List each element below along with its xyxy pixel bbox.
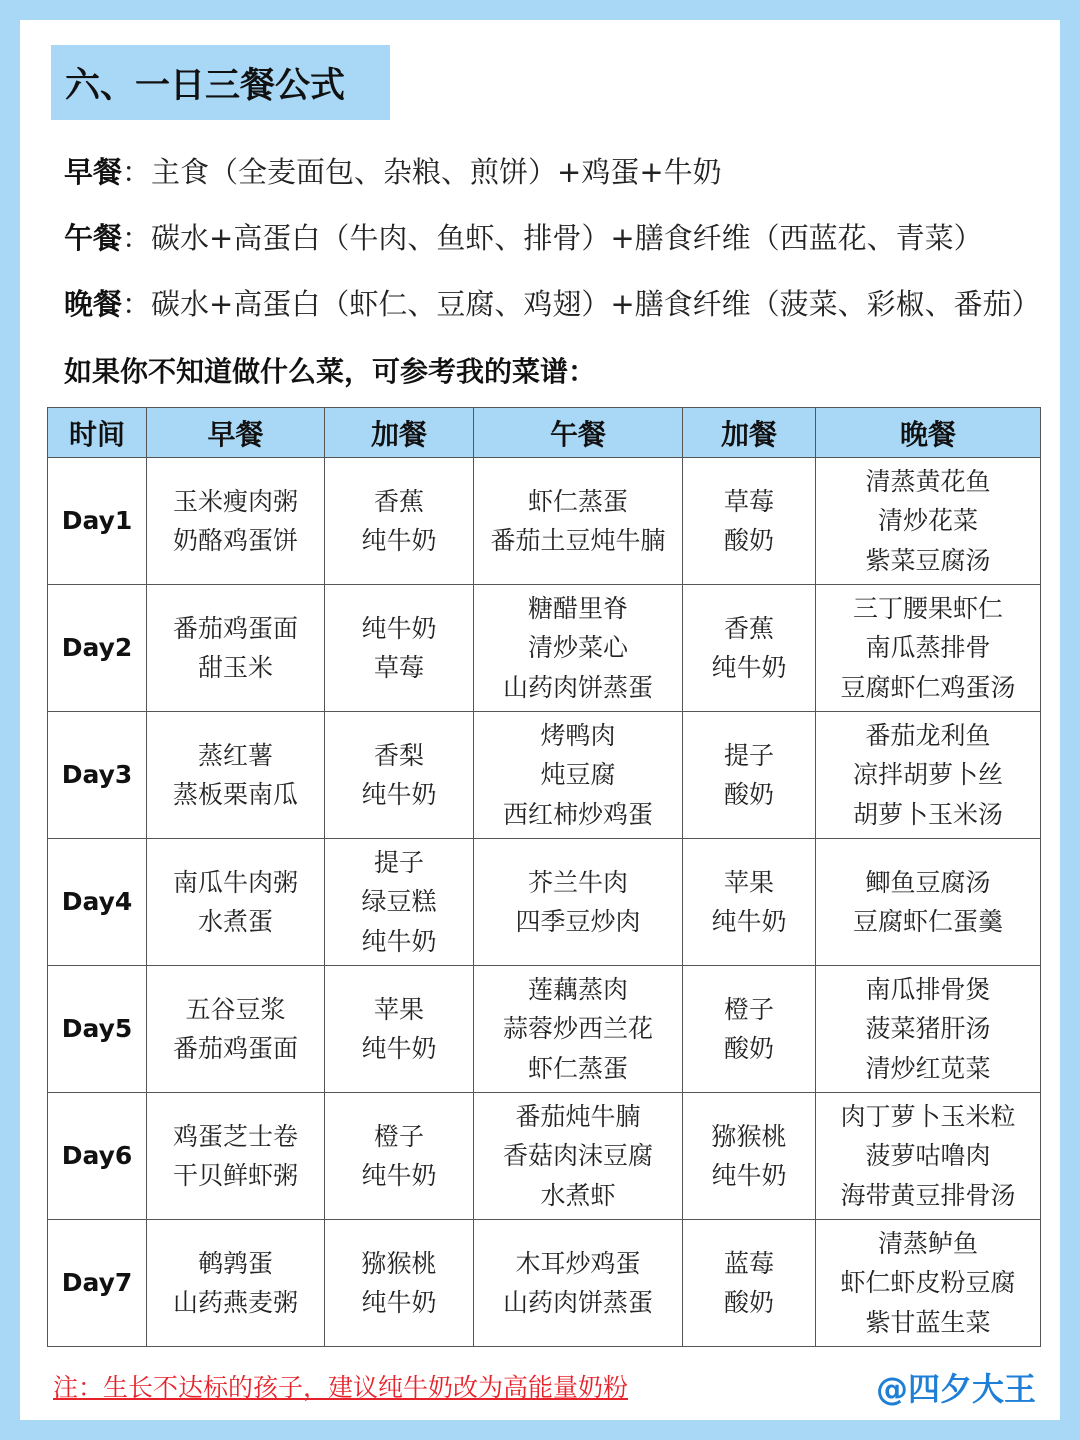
dish-item: 南瓜排骨煲 — [865, 974, 991, 1004]
lunch-cell — [474, 1220, 683, 1347]
table-header-row — [48, 408, 1041, 458]
dish-item: 虾仁蒸蛋 — [527, 486, 628, 516]
breakfast-cell — [147, 839, 325, 966]
lunch-formula — [64, 216, 983, 257]
section-title: 六、一日三餐公式 — [51, 45, 390, 120]
breakfast-label: 早餐 — [64, 155, 123, 189]
snack-afternoon-cell — [683, 585, 816, 712]
dish-item: 橙子 — [723, 994, 774, 1024]
lunch-cell — [474, 1093, 683, 1220]
dinner-cell — [816, 712, 1041, 839]
day-cell: Day3 — [48, 712, 147, 839]
dish-item: 提子 — [373, 847, 424, 877]
dish-item: 水煮虾 — [540, 1180, 616, 1210]
dish-item: 猕猴桃 — [711, 1121, 787, 1151]
dish-item: 香蕉 — [723, 613, 774, 643]
dish-item: 鹌鹑蛋 — [197, 1248, 273, 1278]
snack-morning-cell — [325, 839, 474, 966]
dish-item: 香蕉 — [373, 486, 424, 516]
dish-item: 菠萝咕噜肉 — [865, 1141, 991, 1171]
dish-item: 清炒红苋菜 — [865, 1053, 991, 1083]
dish-item: 番茄土豆炖牛腩 — [490, 526, 666, 555]
header-snack-morning: 加餐 — [325, 408, 474, 458]
dish-item: 蓝莓 — [723, 1248, 774, 1278]
breakfast-sep: ： — [122, 155, 152, 189]
dish-item: 酸奶 — [723, 780, 774, 809]
dish-item: 南瓜蒸排骨 — [865, 633, 991, 663]
table-row — [48, 585, 1041, 712]
day-cell: Day6 — [48, 1093, 147, 1220]
dish-item: 纯牛奶 — [361, 1288, 437, 1317]
footnote: 注：生长不达标的孩子，建议纯牛奶改为高能量奶粉 — [53, 1373, 629, 1402]
dish-item: 清炒菜心 — [527, 633, 628, 663]
day-cell: Day1 — [48, 458, 147, 585]
dish-item: 豆腐虾仁鸡蛋汤 — [840, 672, 1016, 702]
dish-item: 清蒸黄花鱼 — [865, 466, 991, 496]
dinner-sep: ： — [122, 287, 152, 321]
dish-item: 水煮蛋 — [197, 907, 273, 936]
dish-item: 绿豆糕 — [361, 887, 437, 917]
snack-morning-cell — [325, 966, 474, 1093]
dish-item: 炖豆腐 — [540, 760, 616, 790]
dish-item: 五谷豆浆 — [185, 994, 286, 1024]
snack-morning-cell — [325, 1220, 474, 1347]
breakfast-cell — [147, 966, 325, 1093]
dish-item: 草莓 — [373, 653, 424, 682]
dish-item: 香菇肉沫豆腐 — [502, 1141, 653, 1171]
dish-item: 鸡蛋芝士卷 — [172, 1121, 298, 1151]
dish-item: 纯牛奶 — [361, 526, 437, 555]
dinner-cell — [816, 839, 1041, 966]
table-row — [48, 458, 1041, 585]
dish-item: 番茄龙利鱼 — [865, 720, 991, 750]
dish-item: 蒸板栗南瓜 — [172, 780, 298, 809]
dish-item: 蒸红薯 — [197, 740, 273, 770]
dinner-text: 碳水+高蛋白（虾仁、豆腐、鸡翅）+膳食纤维（菠菜、彩椒、番茄） — [151, 287, 1041, 321]
dish-item: 莲藕蒸肉 — [527, 974, 628, 1004]
dish-item: 纯牛奶 — [361, 1161, 437, 1190]
header-time: 时间 — [48, 408, 147, 458]
dish-item: 纯牛奶 — [361, 926, 437, 956]
breakfast-cell — [147, 585, 325, 712]
dish-item: 四季豆炒肉 — [515, 907, 641, 936]
dish-item: 菠菜猪肝汤 — [865, 1014, 991, 1044]
table-row — [48, 1220, 1041, 1347]
dish-item: 肉丁萝卜玉米粒 — [840, 1101, 1016, 1131]
dish-item: 番茄鸡蛋面 — [172, 613, 298, 643]
dish-item: 甜玉米 — [197, 653, 273, 682]
dish-item: 酸奶 — [723, 1288, 774, 1317]
dinner-formula — [64, 282, 1041, 323]
snack-morning-cell — [325, 712, 474, 839]
lunch-cell — [474, 458, 683, 585]
weekly-menu-table — [47, 407, 1041, 1347]
snack-morning-cell — [325, 458, 474, 585]
breakfast-cell — [147, 1093, 325, 1220]
day-cell: Day2 — [48, 585, 147, 712]
table-row — [48, 966, 1041, 1093]
dish-item: 草莓 — [723, 486, 774, 516]
dish-item: 紫甘蓝生菜 — [865, 1307, 991, 1337]
lunch-cell — [474, 966, 683, 1093]
dish-item: 海带黄豆排骨汤 — [840, 1180, 1016, 1210]
snack-afternoon-cell — [683, 1220, 816, 1347]
table-row — [48, 1093, 1041, 1220]
lunch-cell — [474, 712, 683, 839]
breakfast-text: 主食（全麦面包、杂粮、煎饼）+鸡蛋+牛奶 — [151, 155, 722, 189]
lunch-cell — [474, 839, 683, 966]
dish-item: 烤鸭肉 — [540, 720, 616, 750]
dish-item: 虾仁虾皮粉豆腐 — [840, 1268, 1016, 1298]
dinner-cell — [816, 1093, 1041, 1220]
dish-item: 三丁腰果虾仁 — [852, 593, 1003, 623]
dish-item: 苹果 — [373, 994, 424, 1024]
dinner-label: 晚餐 — [64, 287, 123, 321]
dish-item: 虾仁蒸蛋 — [527, 1053, 628, 1083]
dish-item: 玉米瘦肉粥 — [172, 486, 298, 516]
dish-item: 西红柿炒鸡蛋 — [502, 799, 653, 829]
dinner-cell — [816, 966, 1041, 1093]
dish-item: 蒜蓉炒西兰花 — [502, 1014, 653, 1044]
dish-item: 香梨 — [373, 740, 424, 770]
recipe-intro: 如果你不知道做什么菜，可参考我的菜谱： — [64, 355, 597, 388]
dish-item: 猕猴桃 — [361, 1248, 437, 1278]
dish-item: 豆腐虾仁蛋羹 — [852, 907, 1003, 936]
dish-item: 酸奶 — [723, 526, 774, 555]
dish-item: 干贝鲜虾粥 — [172, 1161, 298, 1190]
dish-item: 苹果 — [723, 867, 774, 897]
day-cell: Day7 — [48, 1220, 147, 1347]
table-body — [48, 458, 1041, 1347]
dish-item: 凉拌胡萝卜丝 — [852, 760, 1003, 790]
content-card — [20, 20, 1060, 1420]
dish-item: 紫菜豆腐汤 — [865, 545, 991, 575]
dish-item: 橙子 — [373, 1121, 424, 1151]
dish-item: 纯牛奶 — [711, 1161, 787, 1190]
breakfast-formula — [64, 150, 722, 191]
day-cell: Day4 — [48, 839, 147, 966]
snack-morning-cell — [325, 585, 474, 712]
breakfast-cell — [147, 458, 325, 585]
lunch-cell — [474, 585, 683, 712]
dish-item: 山药燕麦粥 — [172, 1288, 298, 1317]
dish-item: 芥兰牛肉 — [527, 867, 628, 897]
snack-morning-cell — [325, 1093, 474, 1220]
lunch-sep: ： — [122, 221, 152, 255]
breakfast-cell — [147, 1220, 325, 1347]
day-cell: Day5 — [48, 966, 147, 1093]
author-handle: @四夕大王 — [875, 1370, 1036, 1408]
snack-afternoon-cell — [683, 712, 816, 839]
table-row — [48, 839, 1041, 966]
lunch-label: 午餐 — [64, 221, 123, 255]
dish-item: 清蒸鲈鱼 — [877, 1228, 978, 1258]
dish-item: 番茄炖牛腩 — [515, 1101, 641, 1131]
dish-item: 清炒花菜 — [877, 506, 978, 536]
dish-item: 番茄鸡蛋面 — [172, 1034, 298, 1063]
dish-item: 奶酪鸡蛋饼 — [172, 526, 298, 555]
dish-item: 鲫鱼豆腐汤 — [865, 867, 991, 897]
header-breakfast: 早餐 — [147, 408, 325, 458]
dish-item: 纯牛奶 — [711, 653, 787, 682]
dish-item: 木耳炒鸡蛋 — [515, 1248, 641, 1278]
snack-afternoon-cell — [683, 966, 816, 1093]
snack-afternoon-cell — [683, 1093, 816, 1220]
dish-item: 纯牛奶 — [361, 613, 437, 643]
dish-item: 纯牛奶 — [361, 1034, 437, 1063]
dinner-cell — [816, 1220, 1041, 1347]
header-dinner: 晚餐 — [816, 408, 1041, 458]
header-lunch: 午餐 — [474, 408, 683, 458]
dish-item: 山药肉饼蒸蛋 — [502, 1288, 653, 1317]
dish-item: 南瓜牛肉粥 — [172, 867, 298, 897]
snack-afternoon-cell — [683, 839, 816, 966]
dinner-cell — [816, 585, 1041, 712]
header-snack-afternoon: 加餐 — [683, 408, 816, 458]
dish-item: 提子 — [723, 740, 774, 770]
table-row — [48, 712, 1041, 839]
dish-item: 纯牛奶 — [361, 780, 437, 809]
dinner-cell — [816, 458, 1041, 585]
lunch-text: 碳水+高蛋白（牛肉、鱼虾、排骨）+膳食纤维（西蓝花、青菜） — [151, 221, 983, 255]
breakfast-cell — [147, 712, 325, 839]
snack-afternoon-cell — [683, 458, 816, 585]
dish-item: 山药肉饼蒸蛋 — [502, 672, 653, 702]
dish-item: 胡萝卜玉米汤 — [852, 799, 1003, 829]
dish-item: 酸奶 — [723, 1034, 774, 1063]
dish-item: 糖醋里脊 — [527, 593, 628, 623]
dish-item: 纯牛奶 — [711, 907, 787, 936]
